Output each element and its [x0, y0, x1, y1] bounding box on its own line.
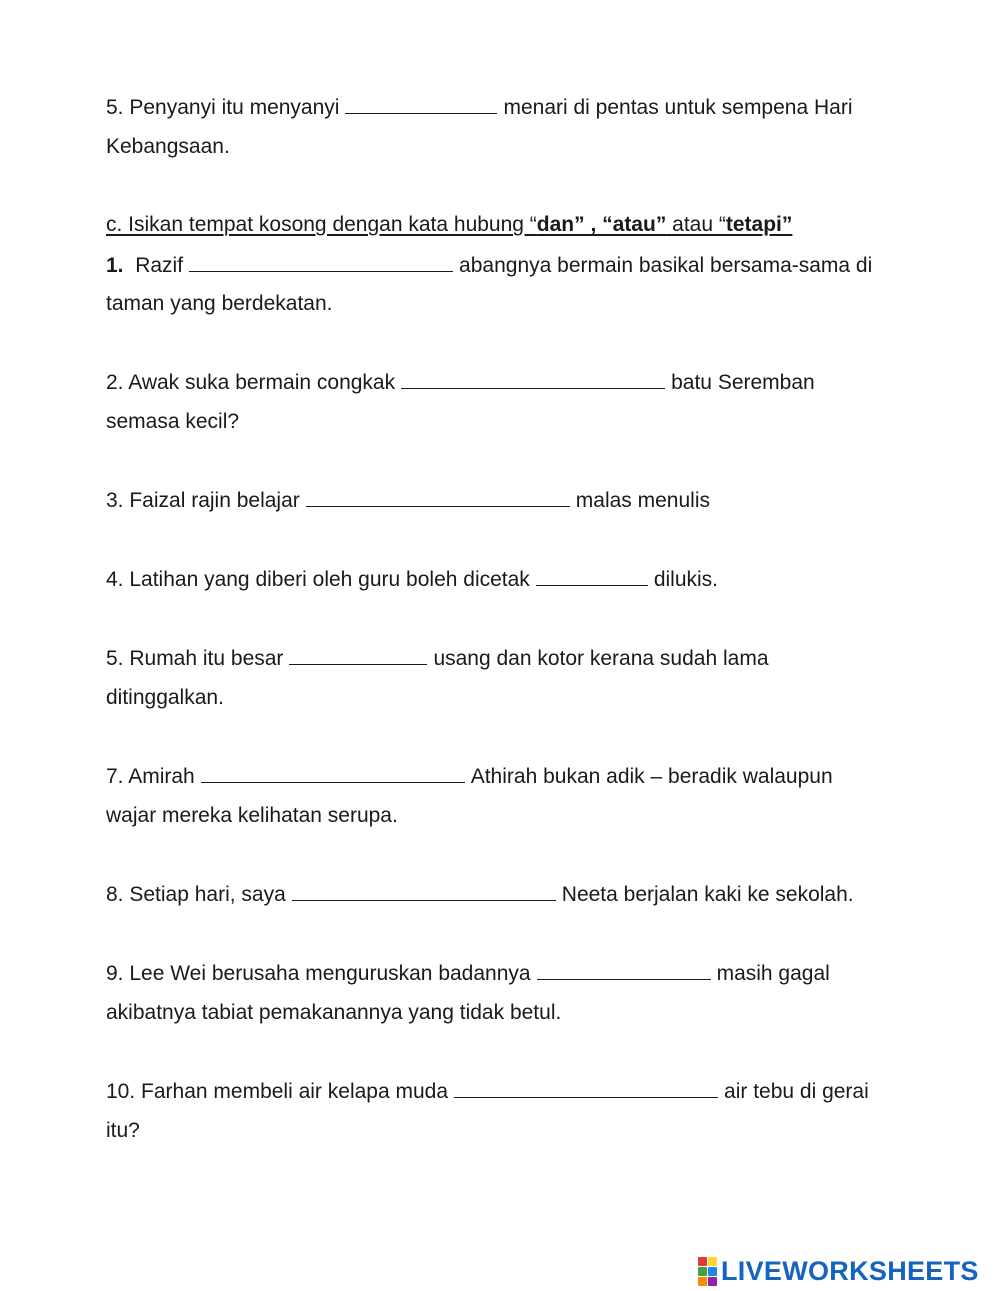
question-text: 3. Faizal rajin belajar: [106, 489, 300, 512]
heading-bold-dan-atau: dan” , “atau”: [536, 213, 667, 236]
question-10-cont: itu?: [106, 1119, 140, 1142]
heading-bold-tetapi: tetapi”: [725, 213, 793, 236]
section-c-heading: [106, 213, 792, 237]
answer-blank[interactable]: [537, 961, 711, 980]
question-text: usang dan kotor kerana sudah lama: [433, 647, 769, 670]
question-text: batu Seremban: [671, 371, 815, 394]
question-text: 10. Farhan membeli air kelapa muda: [106, 1080, 449, 1103]
question-text: Athirah bukan adik – beradik walaupun: [470, 765, 833, 788]
question-5-prev: [106, 95, 853, 120]
question-9: [106, 961, 830, 986]
answer-blank[interactable]: [536, 567, 648, 586]
question-2-cont: semasa kecil?: [106, 410, 240, 433]
liveworksheets-blocks-icon: [698, 1257, 717, 1286]
question-text: dilukis.: [653, 568, 719, 591]
question-9-cont: akibatnya tabiat pemakanannya yang tidak betul.: [106, 1001, 562, 1024]
question-5-cont: ditinggalkan.: [106, 686, 224, 709]
logo-text: LIVEWORKSHEETS: [721, 1256, 979, 1286]
question-text: Razif: [135, 254, 184, 277]
question-10: [106, 1079, 869, 1104]
question-text: 4. Latihan yang diberi oleh guru boleh dicetak: [106, 568, 530, 591]
answer-blank[interactable]: [289, 646, 427, 665]
question-7: [106, 764, 833, 789]
question-text: 7. Amirah: [106, 765, 195, 788]
question-text: menari di pentas untuk sempena Hari: [503, 96, 853, 119]
question-5-prev-cont: Kebangsaan.: [106, 135, 230, 158]
question-text: masih gagal: [716, 962, 830, 985]
question-text: malas menulis: [575, 489, 710, 512]
liveworksheets-logo[interactable]: [698, 1258, 979, 1284]
question-number: 1.: [106, 254, 124, 277]
question-text: 2. Awak suka bermain congkak: [106, 371, 396, 394]
heading-text: c. Isikan tempat kosong dengan kata hubung “: [106, 213, 537, 236]
question-text: Neeta berjalan kaki ke sekolah.: [561, 883, 854, 906]
question-2: [106, 370, 815, 395]
answer-blank[interactable]: [345, 95, 497, 114]
answer-blank[interactable]: [292, 882, 556, 901]
question-text: 8. Setiap hari, saya: [106, 883, 286, 906]
answer-blank[interactable]: [201, 764, 465, 783]
answer-blank[interactable]: [401, 370, 665, 389]
question-text: 5. Rumah itu besar: [106, 647, 284, 670]
question-text: 5. Penyanyi itu menyanyi: [106, 96, 340, 119]
question-text: 9. Lee Wei berusaha menguruskan badannya: [106, 962, 531, 985]
question-text: air tebu di gerai: [724, 1080, 869, 1103]
question-7-cont: wajar mereka kelihatan serupa.: [106, 804, 398, 827]
answer-blank[interactable]: [189, 253, 453, 272]
question-text: abangnya bermain basikal bersama-sama di: [459, 254, 873, 277]
answer-blank[interactable]: [454, 1079, 718, 1098]
answer-blank[interactable]: [306, 488, 570, 507]
question-4: [106, 567, 718, 592]
question-3: [106, 488, 710, 513]
question-8: [106, 882, 854, 907]
question-1: [106, 253, 872, 278]
heading-text: atau “: [666, 213, 726, 236]
question-1-cont: taman yang berdekatan.: [106, 292, 333, 315]
question-5: [106, 646, 769, 671]
